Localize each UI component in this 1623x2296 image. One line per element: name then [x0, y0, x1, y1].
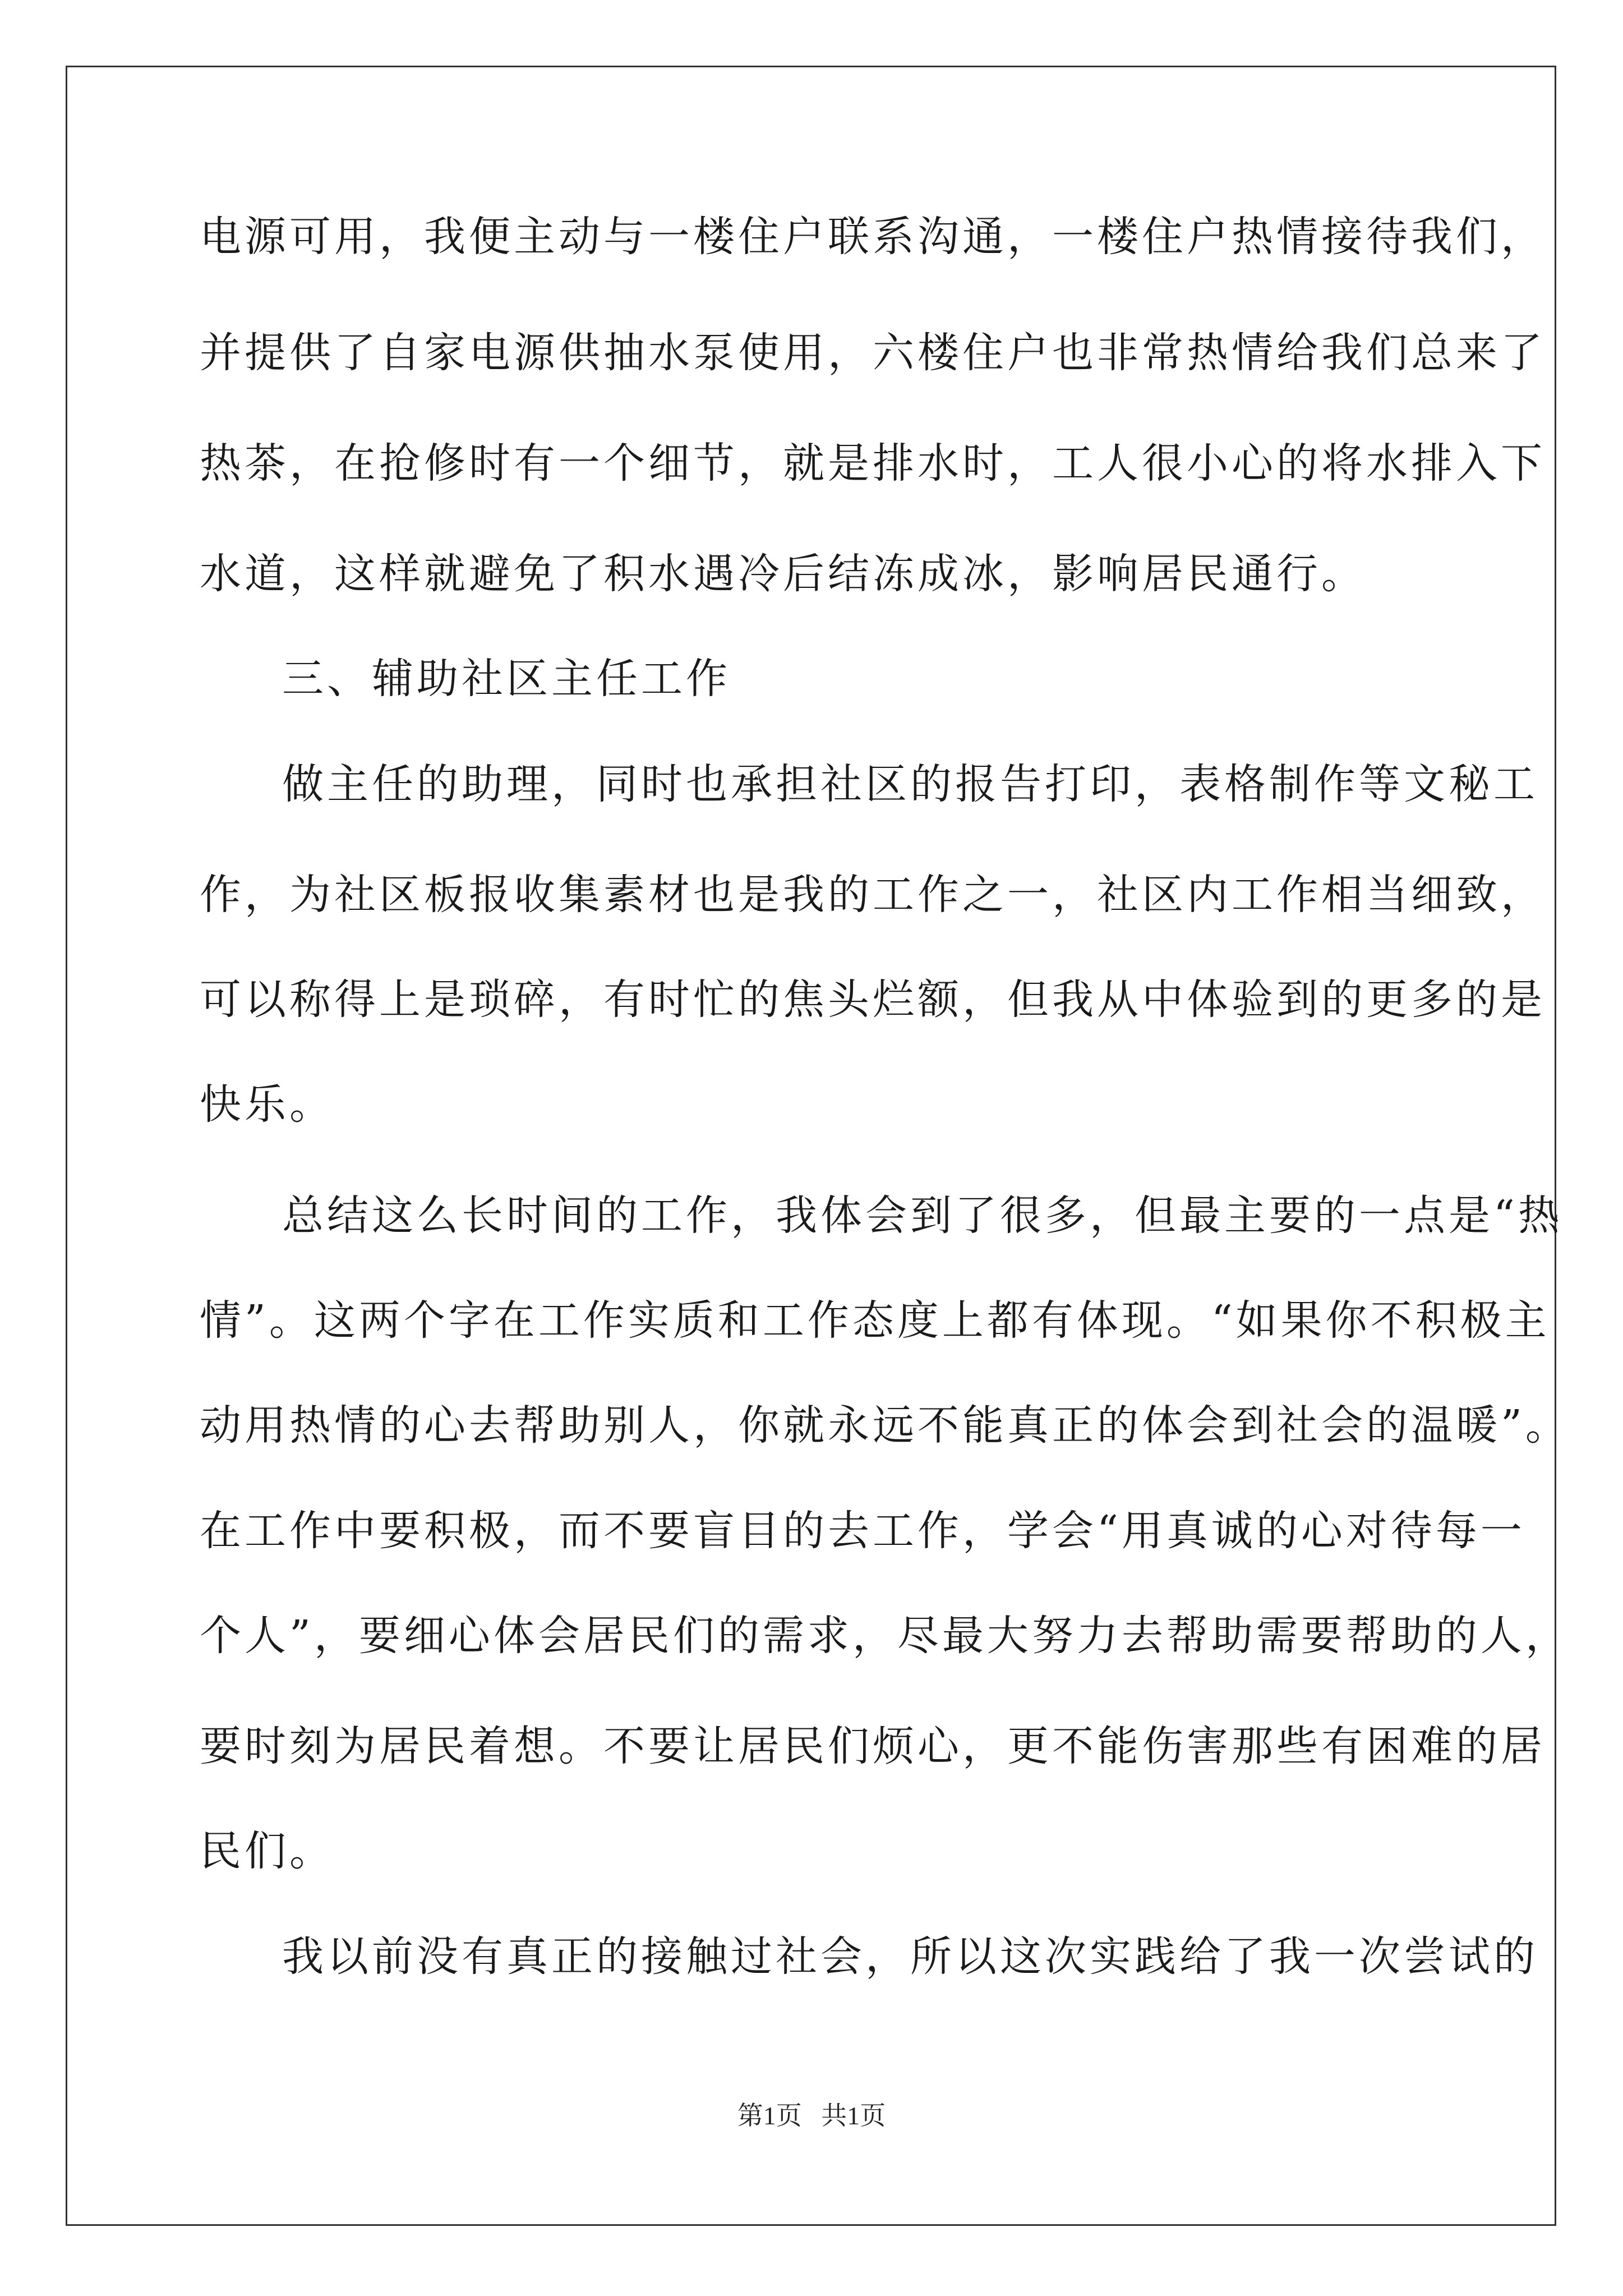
body-line: 总结这么长时间的工作，我体会到了很多，但最主要的一点是“热: [282, 1191, 1563, 1240]
body-line: 情”。这两个字在工作实质和工作态度上都有体现。“如果你不积极主: [200, 1296, 1550, 1345]
body-line: 民们。: [200, 1827, 334, 1875]
section-heading: 三、辅助社区主任工作: [282, 655, 731, 703]
body-line: 可以称得上是琐碎，有时忙的焦头烂额，但我从中体验到的更多的是: [200, 976, 1546, 1024]
body-line: 动用热情的心去帮助别人，你就永远不能真正的体会到社会的温暖”。: [200, 1401, 1570, 1450]
body-line: 要时刻为居民着想。不要让居民们烦心，更不能伤害那些有困难的居: [200, 1722, 1546, 1770]
body-line: 作，为社区板报收集素材也是我的工作之一，社区内工作相当细致，: [200, 871, 1546, 919]
body-line: 快乐。: [200, 1080, 334, 1129]
body-line: 并提供了自家电源供抽水泵使用，六楼住户也非常热情给我们总来了: [200, 329, 1546, 377]
body-line: 在工作中要积极，而不要盲目的去工作，学会“用真诚的心对待每一: [200, 1507, 1525, 1555]
body-line: 个人”，要细心体会居民们的需求，尽最大努力去帮助需要帮助的人，: [200, 1612, 1570, 1660]
body-line: 水道，这样就避免了积水遇冷后结冻成冰，影响居民通行。: [200, 550, 1366, 598]
body-line: 做主任的助理，同时也承担社区的报告打印，表格制作等文秘工: [282, 760, 1538, 808]
page-border: [66, 66, 1556, 2226]
page-number-footer: 第1页 共1页: [737, 2101, 886, 2130]
body-line: 热茶，在抢修时有一个细节，就是排水时，工人很小心的将水排入下: [200, 439, 1546, 487]
body-line: 电源可用，我便主动与一楼住户联系沟通，一楼住户热情接待我们，: [200, 213, 1546, 261]
body-line: 我以前没有真正的接触过社会，所以这次实践给了我一次尝试的: [282, 1932, 1538, 1981]
